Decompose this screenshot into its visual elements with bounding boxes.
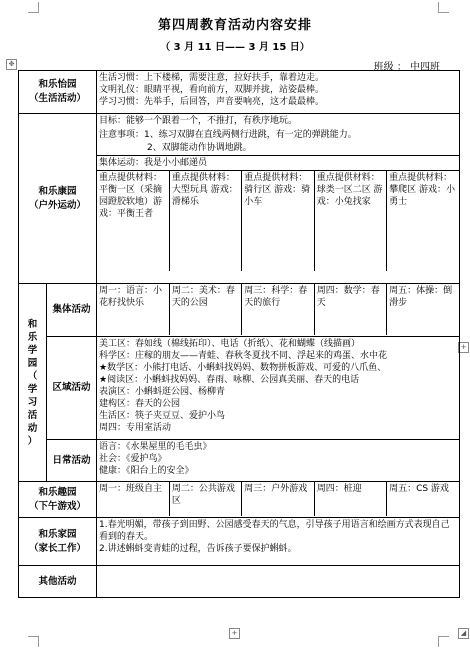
play-day-3[interactable]: 周三：户外游戏 [242,482,314,516]
study-collective-row [19,284,460,337]
health-notes-1: 注意事项：1、练习双脚在直线两侧行进跳，有一定的弹跳能力。 [99,130,357,140]
crop-mark-bottom-left [28,636,39,647]
other-row [19,566,460,598]
crop-mark-top-left [28,2,39,13]
home-header: 和乐家园 （家长工作） [19,518,97,566]
area-line-3: ★数学区：小熊打电话、小蝌蚪找妈妈、数物拼板游戏、可爱的八爪鱼、 [99,363,387,373]
play-day-1[interactable]: 周一：班级自主 [99,484,163,494]
area-line-5: 表演区：小蝌蚪逛公园、杨柳青 [99,387,226,397]
other-header: 其他活动 [19,566,97,598]
daily-line-3: 健康：《阳台上的安全》 [99,466,194,476]
play-day-5[interactable]: 周五：CS 游戏 [387,482,459,516]
daily-line-2: 社会：《爱护鸟》 [99,454,167,464]
crop-mark-bottom-right [438,636,449,647]
collective-label: 集体活动 [47,284,97,337]
area-line-7: 生活区：筷子夹豆豆、爱护小鸟 [99,411,226,421]
life-line-2: 文明礼仪：眼睛平视，看向前方，双脚并拢，站姿最棒。 [99,85,325,95]
collective-day-4[interactable]: 周四：数学：春天 [314,284,386,335]
area-line-6: 建构区：春天的公园 [99,399,181,409]
play-header: 和乐趣园 （下午游戏） [19,482,97,518]
area-line-4: ★阅读区：小蝌蚪找妈妈、春雨、咏柳、公园真美丽、春天的电话 [99,375,360,385]
table-move-handle-icon[interactable]: ✥ [6,59,17,70]
health-day-1[interactable]: 重点提供材料：平衡一区（采摘园蹬胶软地）游戏：平衡王者 [99,173,163,219]
collective-day-1[interactable]: 周一：语言：小花籽找快乐 [99,286,163,308]
home-row [19,518,460,566]
health-day-2[interactable]: 重点提供材料：大型玩具 游戏：滑梯乐 [169,171,241,271]
health-row [19,114,460,284]
health-day-5[interactable]: 重点提供材料：攀爬区 游戏：小勇士 [387,171,459,271]
home-line-1: 1.春光明媚，带孩子到田野、公园感受春天的气息，引导孩子用语言和绘画方式表现自己看到的春天。 [99,520,450,542]
home-line-2: 2.讲述蝌蚪变青蛙的过程，告诉孩子要保护蝌蚪。 [99,544,297,554]
collective-day-2[interactable]: 周二：美术：春天的公园 [169,284,241,335]
health-header: 和乐康园 （户外运动） [19,114,97,284]
study-area-row [19,337,460,440]
area-content[interactable] [97,337,460,440]
area-label: 区域活动 [47,337,97,440]
health-day-4[interactable]: 重点提供材料：球类一区二区 游戏：小兔找家 [314,171,386,271]
area-line-2: 科学区：庄稼的朋友——青蛙、春秋冬夏找不同、浮起来的鸡蛋、水中花 [99,351,388,361]
collective-day-5[interactable]: 周五：体操：倒滑步 [387,284,459,335]
collective-days-table [97,284,459,335]
play-row [19,482,460,518]
other-content[interactable] [97,566,460,598]
table-add-column-handle-icon[interactable]: + [229,628,240,639]
collective-day-3[interactable]: 周三：科学：春天的旅行 [242,284,314,335]
date-range: （ 3 月 11 日—— 3 月 15 日） [160,42,310,53]
crop-mark-top-right [438,2,449,13]
play-content [97,482,460,518]
home-content[interactable] [97,518,460,566]
life-line-3: 学习习惯：先举手，后回答，声音要响亮，这才最最棒。 [99,97,325,107]
health-days-table [97,170,459,271]
daily-label: 日常活动 [47,440,97,482]
daily-content[interactable] [97,440,460,482]
life-content[interactable] [97,71,460,114]
collective-content [97,284,460,337]
class-label: 班级 ： 中四班 [373,62,440,73]
health-group: 集体运动：我是小小邮递员 [97,155,459,170]
table-resize-handle-icon[interactable]: ◢ [458,628,469,639]
play-days-table [97,482,459,516]
health-content[interactable] [97,114,460,284]
play-day-4[interactable]: 周四：桩迎 [314,482,386,516]
play-day-2[interactable]: 周二：公共游戏区 [169,482,241,516]
area-line-8: 周四：专用室活动 [99,423,172,433]
schedule-table [18,70,460,598]
life-row [19,71,460,114]
page-title: 第四周教育活动内容安排 [157,18,312,33]
study-daily-row [19,440,460,482]
study-header: 和 乐 学 园 （ 学 习 活 动 ） [19,284,47,482]
daily-line-1: 语言：《水果屋里的毛毛虫》 [99,442,212,452]
health-goal: 目标：能够一个跟着一个，不推打，有秩序地玩。 [99,116,298,126]
life-header: 和乐怡园 （生活活动） [19,71,97,114]
life-line-1: 生活习惯：上下楼梯，需要注意，拉好扶手，靠着边走。 [99,73,325,83]
table-add-row-handle-icon[interactable]: + [458,342,469,353]
health-notes-2: 2、双脚能动作协调地跳。 [147,143,252,153]
area-line-1: 美工区：春如线（棉线拓印）、电话（折纸）、花和蝴蝶（线描画） [99,339,361,349]
health-day-3[interactable]: 重点提供材料：骑行区 游戏：骑小车 [242,171,314,271]
